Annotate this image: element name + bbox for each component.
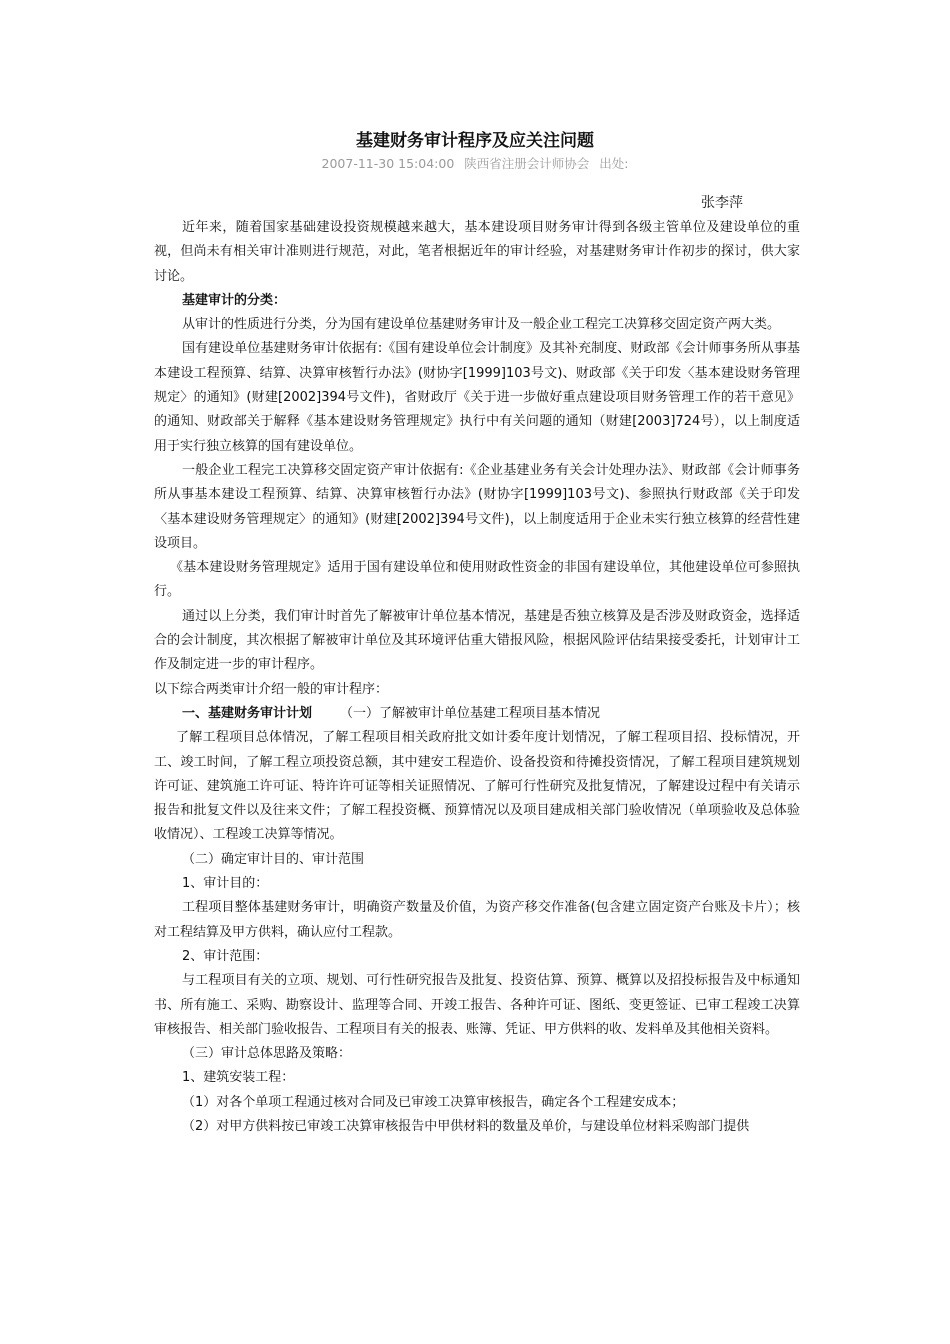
article-meta [0, 154, 950, 172]
paragraph: 近年来，随着国家基础建设投资规模越来越大，基本建设项目财务审计得到各级主管单位及建设单位的重视，但尚未有相关审计准则进行规范，对此，笔者根据近年的审计经验，对基建财务审计作初步的探讨，供大家讨论。 [154, 220, 800, 284]
subsection-heading: （二）确定审计目的、审计范围 [182, 851, 365, 867]
publisher: 陕西省注册会计师协会 [464, 156, 590, 171]
paragraph: 国有建设单位基建财务审计依据有:《国有建设单位会计制度》及其补充制度、财政部《会计师事务所从事基本建设工程预算、结算、决算审核暂行办法》(财协字[1999]103号文)、财政部《关于印发〈基本建设财务管理规定〉的通知》(财建[2002]394号文件)，省财政厅《关于进一步做好重点建设项目财务管理工作的若干意见》的通知、财政部关于解释《基本建设财务管理规定》执行中有关问题的通知（财建[2003]724号），以上制度适用于实行独立核算的国有建设单位。 [154, 341, 800, 454]
page-title: 基建财务审计程序及应关注问题 [356, 131, 594, 151]
subsection-heading: （三）审计总体思路及策略： [182, 1046, 352, 1062]
paragraph: 工程项目整体基建财务审计，明确资产数量及价值，为资产移交作准备(包含建立固定资产台账及卡片）；核对工程结算及甲方供料，确认应付工程款。 [154, 900, 800, 940]
paragraph: 通过以上分类，我们审计时首先了解被审计单位基本情况，基建是否独立核算及是否涉及财政资金，选择适合的会计制度，其次根据了解被审计单位及其环境评估重大错报风险，根据风险评估结果接受委托，计划审计工作及制定进一步的审计程序。 [154, 608, 800, 673]
paragraph: 一般企业工程完工决算移交固定资产审计依据有:《企业基建业务有关会计处理办法》、财政部《会计师事务所从事基本建设工程预算、结算、决算审核暂行办法》(财协字[1999]103号文)、参照执行财政部《关于印发〈基本建设财务管理规定〉的通知》(财建[2002]394号文件)，以上制度适用于企业未实行独立核算的经营性建设项目。 [154, 462, 800, 551]
source-label: 出处: [599, 156, 629, 171]
paragraph: 2、审计范围： [182, 948, 269, 964]
paragraph: 1、审计目的： [182, 876, 269, 892]
section-heading: 基建审计的分类： [182, 292, 287, 308]
paragraph: 以下综合两类审计介绍一般的审计程序： [154, 681, 389, 697]
paragraph: 《基本建设财务管理规定》适用于国有建设单位和使用财政性资金的非国有建设单位，其他建设单位可参照执行。 [154, 560, 800, 600]
paragraph: （1）对各个单项工程通过核对合同及已审竣工决算审核报告，确定各个工程建安成本； [182, 1094, 685, 1110]
paragraph: 了解工程项目总体情况，了解工程项目相关政府批文如计委年度计划情况，了解工程项目招、投标情况，开工、竣工时间，了解工程立项投资总额，其中建安工程造价、设备投资和待摊投资情况，了解工程项目建筑规划许可证、建筑施工许可证、特许许可证等相关证照情况、了解可行性研究及批复情况，了解建设过程中有关请示报告和批复文件以及往来文件；了解工程投资概、预算情况以及项目建成相关部门验收情况（单项验收及总体验收情况）、工程竣工决算等情况。 [154, 730, 800, 843]
section-heading-line [154, 702, 800, 726]
paragraph: 1、建筑安装工程： [182, 1070, 295, 1086]
paragraph: （2）对甲方供料按已审竣工决算审核报告中甲供材料的数量及单价，与建设单位材料采购部门提供 [182, 1118, 750, 1134]
paragraph: 与工程项目有关的立项、规划、可行性研究报告及批复、投资估算、预算、概算以及招投标报告及中标通知书、所有施工、采购、勘察设计、监理等合同、开竣工报告、各种许可证、图纸、变更签证、已审工程竣工决算审核报告、相关部门验收报告、工程项目有关的报表、账簿、凭证、甲方供料的收、发料单及其他相关资料。 [154, 973, 800, 1037]
paragraph: 从审计的性质进行分类，分为国有建设单位基建财务审计及一般企业工程完工决算移交固定资产两大类。 [182, 317, 781, 333]
subsection-heading: （一）了解被审计单位基建工程项目基本情况 [340, 705, 601, 721]
article-body [154, 216, 800, 1139]
author: 张李萍 [701, 195, 743, 211]
section-heading: 一、基建财务审计计划 [182, 705, 313, 721]
publish-datetime: 2007-11-30 15:04:00 [321, 156, 455, 171]
